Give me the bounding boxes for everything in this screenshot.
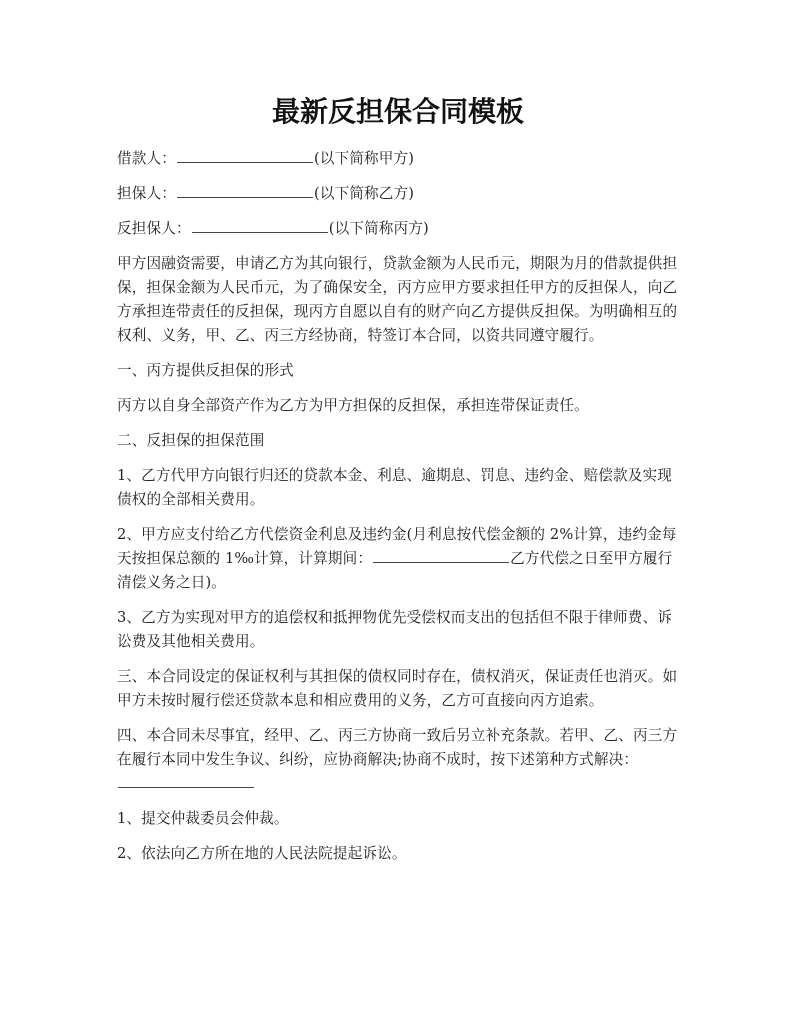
clause-paragraph: 3、乙方为实现对甲方的追偿权和抵押物优先受偿权而支出的包括但不限于律师费、诉讼费及其他相关费用。: [117, 609, 672, 650]
clause-paragraph: 1、乙方代甲方向银行归还的贷款本金、利息、逾期息、罚息、违约金、赔偿款及实现债权的全部相关费用。: [117, 467, 672, 508]
clause-paragraph: [117, 523, 682, 595]
party-label: 担保人：: [117, 185, 176, 202]
party-suffix: (以下简称乙方): [313, 185, 415, 202]
fill-in-blank[interactable]: [373, 548, 509, 563]
clause-text: 乙方代偿之日至甲方履行清偿义务之日)。: [117, 550, 673, 591]
section-heading: 一、丙方提供反担保的形式: [117, 362, 294, 379]
section-text: 丙方以自身全部资产作为乙方为甲方担保的反担保，承担连带保证责任。: [117, 397, 589, 414]
section-paragraph: 三、本合同设定的保证权利与其担保的债权同时存在，债权消灭，保证责任也消灭。如甲方未按时履行偿还贷款本息和相应费用的义务，乙方可直接向丙方追索。: [117, 668, 678, 709]
party-counter-guarantor: [117, 217, 682, 241]
party-label: 借款人：: [117, 150, 176, 167]
clause-text: 2、甲方应支付给乙方代偿资金利息及违约金(月利息按代偿金额的 2%计算，违约金每天按担保总额的 1‰计算，计算期间：: [117, 526, 677, 567]
option-item: 2、依法向乙方所在地的人民法院提起诉讼。: [117, 845, 407, 862]
option-item: 1、提交仲裁委员会仲裁。: [117, 810, 289, 827]
fill-in-blank[interactable]: [177, 183, 313, 198]
intro-paragraph: 甲方因融资需要，申请乙方为其向银行，贷款金额为人民币元，期限为月的借款提供担保，担保金额为人民币元，为了确保安全，丙方应甲方要求担任甲方的反担保人，向乙方承担连带责任的反担保，现丙方自愿以自有的财产向乙方提供反担保。为明确相互的权利、义务，甲、乙、丙三方经协商，特签订本合同，以资共同遵守履行。: [117, 255, 678, 344]
document-body: [117, 147, 682, 877]
section-heading: 二、反担保的担保范围: [117, 432, 265, 449]
party-suffix: (以下简称甲方): [313, 150, 415, 167]
party-guarantor: [117, 182, 682, 206]
section-paragraph: [117, 724, 682, 796]
document-title: 最新反担保合同模板: [271, 95, 524, 128]
fill-in-blank[interactable]: [192, 218, 328, 233]
party-borrower: [117, 147, 682, 171]
fill-in-blank[interactable]: [118, 773, 254, 788]
section-text: 四、本合同未尽事宜，经甲、乙、丙三方协商一致后另立补充条款。若甲、乙、丙三方在履行本同中发生争议、纠纷，应协商解决;协商不成时，按下述第种方式解决：: [117, 727, 678, 768]
party-label: 反担保人：: [117, 220, 191, 237]
party-suffix: (以下简称丙方): [328, 220, 429, 237]
fill-in-blank[interactable]: [177, 148, 313, 163]
